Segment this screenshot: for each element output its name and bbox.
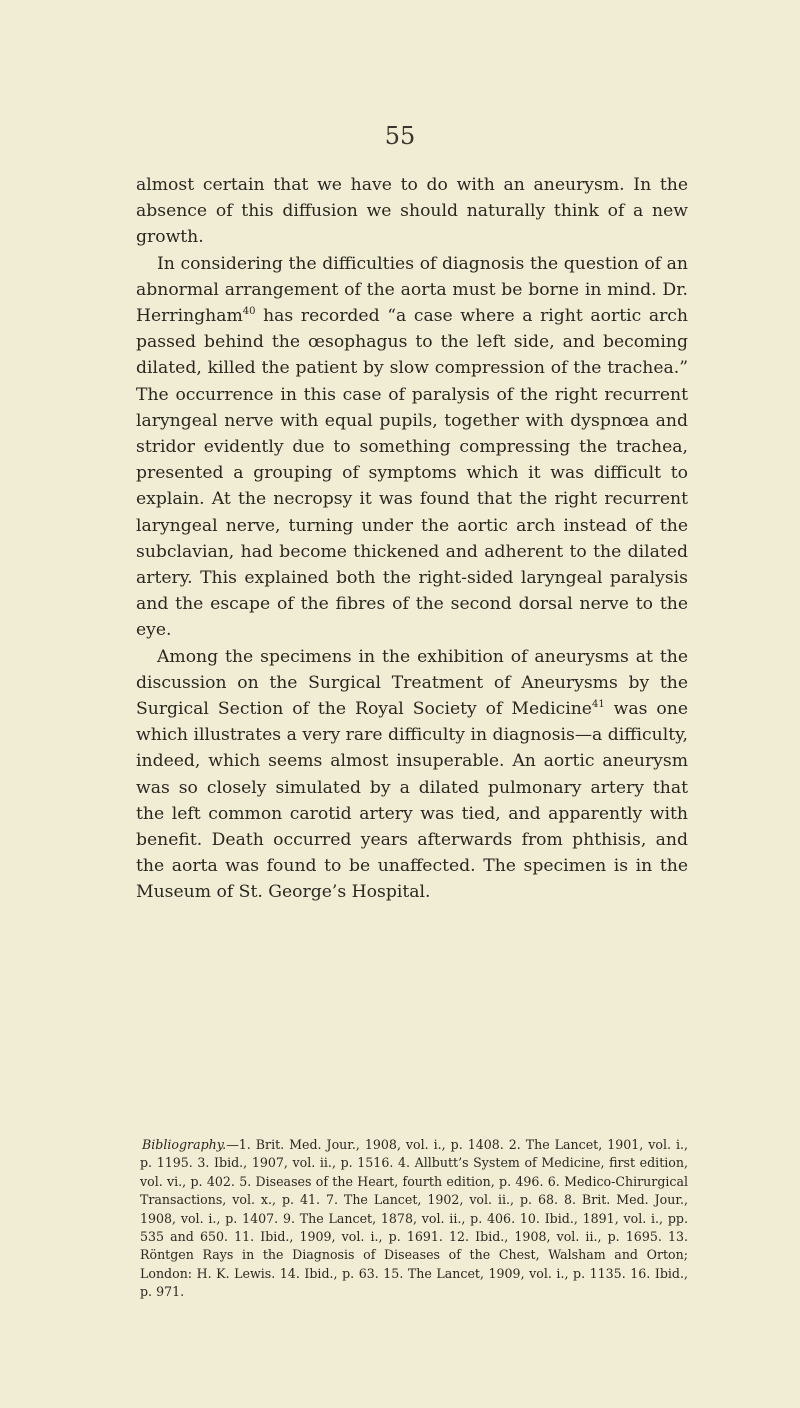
paragraph-3-text-b: was one which illustrates a very rare difficulty in diagnosis—a difficulty, indeed, which seems almost insuperable. An aortic aneurysm was so closely simulated by a dilated pulmonary artery that the left common carotid artery was tied, and apparently with benefit. Death occurred years afterwards from phthisis, and the aorta was found to be unaffected. The specimen is in the Museum of St. George’s Hospital.	[136, 699, 688, 903]
paragraph-2	[136, 251, 688, 644]
bibliography	[140, 1136, 688, 1302]
footnote-ref-41: 41	[591, 699, 605, 711]
page-number: 55	[384, 122, 416, 150]
footnote-ref-40: 40	[242, 306, 256, 318]
paragraph-3-text-a: Among the specimens in the exhibition of aneurysms at the discussion on the Surgical Treatment of Aneurysms by the Surgical Section of the Royal Society of Medicine	[136, 646, 688, 720]
bibliography-heading: Bibliography.	[142, 1137, 227, 1152]
paragraph-2-text-a: In considering the difficulties of diagnosis the question of an abnormal arrangement of the aorta must be borne in mind. Dr. Herringham	[136, 253, 688, 327]
bibliography-entries: —1. Brit. Med. Jour., 1908, vol. i., p. 1408. 2. The Lancet, 1901, vol. i., p. 1195. 3. Ibid., 1907, vol. ii., p. 1516. 4. Allbutt’s System of Medicine, first edition, vol. vi., p. 402. 5. Diseases of the Heart, fourth edition, p. 496. 6. Medico-Chirurgical Transactions, vol. x., p. 41. 7. The Lancet, 1902, vol. ii., p. 68. 8. Brit. Med. Jour., 1908, vol. i., p. 1407. 9. The Lancet, 1878, vol. ii., p. 406. 10. Ibid., 1891, vol. i., pp. 535 and 650. 11. Ibid., 1909, vol. i., p. 1691. 12. Ibid., 1908, vol. ii., p. 1695. 13. Röntgen Rays in the Diagnosis of Diseases of the Chest, Walsham and Orton; London: H. K. Lewis. 14. Ibid., p. 63. 15. The Lancet, 1909, vol. i., p. 1135. 16. Ibid., p. 971.	[140, 1137, 688, 1300]
body-text	[136, 172, 688, 906]
paragraph-1: almost certain that we have to do with an aneurysm. In the absence of this diffusion we should naturally think of a new growth.	[136, 175, 688, 248]
paragraph-2-text-b: has recorded “a case where a right aortic arch passed behind the œsophagus to the left side, and becoming dilated, killed the patient by slow compression of the trachea.” The occurrence in this case of paralysis of the right recurrent laryngeal nerve with equal pupils, together with dyspnœa and stridor evidently due to something compressing the trachea, presented a grouping of symptoms which it was difficult to explain. At the necropsy it was found that the right recurrent laryngeal nerve, turning under the aortic arch instead of the subclavian, had become thickened and adherent to the dilated artery. This explained both the right-sided laryngeal paralysis and the escape of the fibres of the second dorsal nerve to the eye.	[136, 306, 688, 641]
paragraph-3	[136, 644, 688, 906]
